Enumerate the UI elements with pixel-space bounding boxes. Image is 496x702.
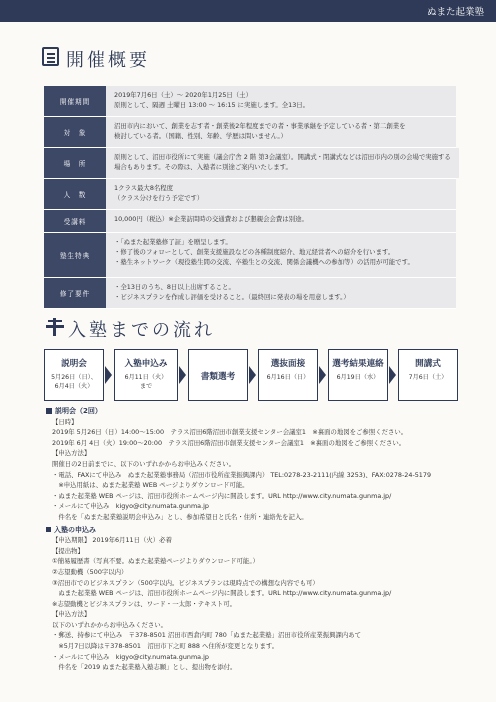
flow-arrow-icon [249, 366, 256, 384]
date-label: 【日時】 [52, 417, 78, 426]
overview-row-value [106, 117, 456, 147]
nyujuku-heading: 入塾の申込み [46, 525, 456, 536]
flow-step-title: 書類選考 [200, 372, 236, 382]
method-line: 件名を「2019 ぬまた起業塾入塾志願」とし、提出物を添付。 [52, 663, 237, 672]
flow-step-line: 7月6日（土） [408, 374, 448, 381]
method-line: ・ぬまた起業塾 WEB ページは、沼田市役所ホームページ内に開設します。URL http://www.city.numata.gunma.jp/ [52, 491, 392, 500]
overview-value-line: 2019年7月6日（土）〜 2020年1月25日（土） [114, 91, 252, 99]
flow-step-detail [329, 373, 387, 382]
overview-value-line: 場合もあります。その際は、入塾者に別途ご案内いたします。 [114, 163, 292, 171]
method-line: ※5月7日以降は〒378-8501 沼田市下之町 888 へ住所が変更となります。 [52, 642, 279, 651]
flow-step [328, 349, 388, 401]
flow-arrow-icon [105, 366, 112, 384]
flow-arrow-icon [389, 366, 396, 384]
deadline-line: 【申込期限】 2019年6月11日（火）必着 [52, 536, 172, 545]
overview-value-line: ・「ぬまた起業塾修了証」を贈呈します。 [114, 238, 232, 246]
doc-line: ぬまた起業塾 WEB ページは、沼田市役所ホームページ内に開設します。URL http://www.city.numata.gunma.jp/ [52, 589, 392, 598]
overview-value-line: ・全13日のうち、8日以上出席すること。 [114, 283, 235, 291]
flow-step-detail [399, 373, 457, 382]
top-bar [0, 0, 496, 22]
overview-row-label: 人 数 [44, 179, 106, 209]
overview-row [44, 233, 456, 278]
doc-line: ※志望動機とビジネスプランは、ワード・一太郎・テキスト可。 [52, 599, 236, 608]
doc-line: ②志望動機（500字以内） [52, 567, 128, 576]
method-line: ・電話、FAXにて申込み ぬまた起業塾事務局（沼田市役所産業振興課内） TEL:0278-23-2111(内線 3253)、FAX:0278-24-5179 [52, 470, 432, 479]
flow-step [114, 349, 178, 401]
flow-step-detail [115, 373, 177, 391]
flow-step-line: 6月16日（日） [266, 374, 310, 381]
flow-step-line: 5月26日（日）、 [51, 374, 97, 381]
overview-row [44, 117, 456, 148]
brand-label: ぬまた起業塾 [426, 7, 484, 18]
method-line: ・メールにて申込み kigyo@city.numata.gunma.jp [52, 502, 209, 511]
flow-step-title: 選抜面接 [270, 359, 306, 369]
method-line: 以下のいずれかからお申込みください。 [52, 620, 168, 629]
flow-step [44, 349, 104, 401]
overview-row-label: 受講料 [44, 210, 106, 232]
setsumeikai-heading: 説明会（2回） [46, 406, 456, 417]
method-label: 【申込方法】 [52, 449, 91, 458]
method-line: 件名を「ぬまた起業塾説明会申込み」とし、参加希望日と氏名・住所・連絡先を記入。 [52, 512, 308, 521]
overview-row [44, 179, 456, 210]
overview-row-label: 開催期間 [44, 86, 106, 116]
flow-step-line: 6月11日（火） [124, 374, 168, 381]
overview-row-value [106, 210, 456, 232]
flow-step-detail [45, 373, 103, 391]
method-line: ・郵送、持参にて申込み 〒378-8501 沼田市西倉内町 780「ぬまた起業塾」沼田市役所産業振興課内あて [52, 631, 362, 640]
overview-row-label: 場 所 [44, 148, 106, 178]
docs-label: 【提出物】 [52, 546, 84, 555]
flow-step-line: 6月19日（水） [336, 374, 380, 381]
overview-row-label: 対 象 [44, 117, 106, 147]
flow-step-title: 説明会 [61, 359, 87, 369]
overview-value-line: 原則として、沼田市役所にて実施（議会庁舎 2 階 第3会議室）。開講式・閉講式などは沼田市内の別の会場で実施する [114, 153, 451, 161]
flow-step-title: 入塾申込み [124, 359, 168, 369]
date-line: 2019年 5月26日（日）14:00〜15:00 テラス沼田6階沼田市創業支援センター会議室1 ※裏面の地図をご参照ください。 [52, 428, 408, 437]
flow-step [258, 349, 318, 401]
overview-row [44, 148, 456, 179]
flow-step-title: 開講式 [415, 359, 441, 369]
overview-value-line: ・塾生ネットワーク（現役塾生間の交流、卒塾生との交流、関係会議機への参加等）の活用が可能です。 [114, 258, 414, 266]
flow-step-line: まで [139, 383, 153, 390]
flow-title: 入塾までの流れ [68, 320, 215, 341]
overview-row-value [106, 179, 456, 209]
bullet-icon [46, 527, 51, 532]
method-line: 開催日の2日前までに、以下のいずれかからお申込みください。 [52, 459, 236, 468]
overview-row [44, 86, 456, 117]
doc-line: ③沼田市でのビジネスプラン（500字以内。ビジネスプランは現時点での構想な内容でも可） [52, 578, 319, 587]
overview-value-line: 10,000円（税込）※企業訪問時の交通費および懇親会会費は別途。 [114, 215, 308, 223]
date-line: 2019年 6月 4日（火）19:00〜20:00 テラス沼田6階沼田市創業支援センター会議室1 ※裏面の地図をご参照ください。 [52, 438, 406, 447]
doc-line: ①簡易履歴書（写真不要。ぬまた起業塾ページよりダウンロード可能。） [52, 557, 259, 566]
overview-row-value [106, 233, 456, 277]
overview-row [44, 278, 456, 309]
plus-icon [46, 318, 64, 336]
overview-value-line: 沼田市内において、創業を志す者・創業後2年程度までの者・事業承継を予定している者・第二創業を [114, 122, 406, 130]
overview-row-value [106, 278, 456, 308]
square-icon [46, 408, 52, 414]
overview-value-line: 1クラス最大8名程度 [114, 184, 174, 192]
flow-step-line: 6月4日（火） [54, 383, 94, 390]
flow-arrow-icon [179, 366, 186, 384]
overview-value-line: 原則として、隔週 土曜日 13:00 〜 16:15 に実施します。全13日。 [114, 101, 310, 109]
overview-table [44, 86, 456, 309]
flow-arrow-icon [319, 366, 326, 384]
method-line: ・メールにて申込み kigyo@city.numata.gunma.jp [52, 652, 209, 661]
method-label: 【申込方法】 [52, 610, 91, 619]
overview-row-value [106, 86, 456, 116]
overview-row [44, 210, 456, 233]
overview-value-line: （クラス分けを行う予定です） [114, 194, 204, 202]
overview-value-line: 検討している者。（国籍、性別、年齢、学歴は問いません。） [114, 132, 287, 140]
flow-step-title: 選考結果連絡 [332, 359, 384, 369]
details-section [46, 406, 456, 673]
flow-step [398, 349, 458, 401]
method-line: ※申込用紙は、ぬまた起業塾 WEB ページよりダウンロード可能。 [52, 481, 249, 490]
overview-row-label: 修了要件 [44, 278, 106, 308]
flow-step-detail [259, 373, 317, 382]
flow-chart [44, 349, 464, 401]
document-icon [42, 47, 59, 66]
overview-value-line: ・修了後のフォローとして、創業支援施設などの各種制度紹介、地元経営者への紹介を行います。 [114, 248, 395, 256]
overview-title: 開催概要 [66, 50, 150, 71]
overview-row-value [106, 148, 459, 178]
flow-step [188, 349, 248, 401]
overview-row-label: 塾生特典 [44, 233, 106, 277]
overview-value-line: ・ビジネスプランを作成し評価を受けること。（最終回に発表の場を用意します。） [114, 293, 350, 301]
